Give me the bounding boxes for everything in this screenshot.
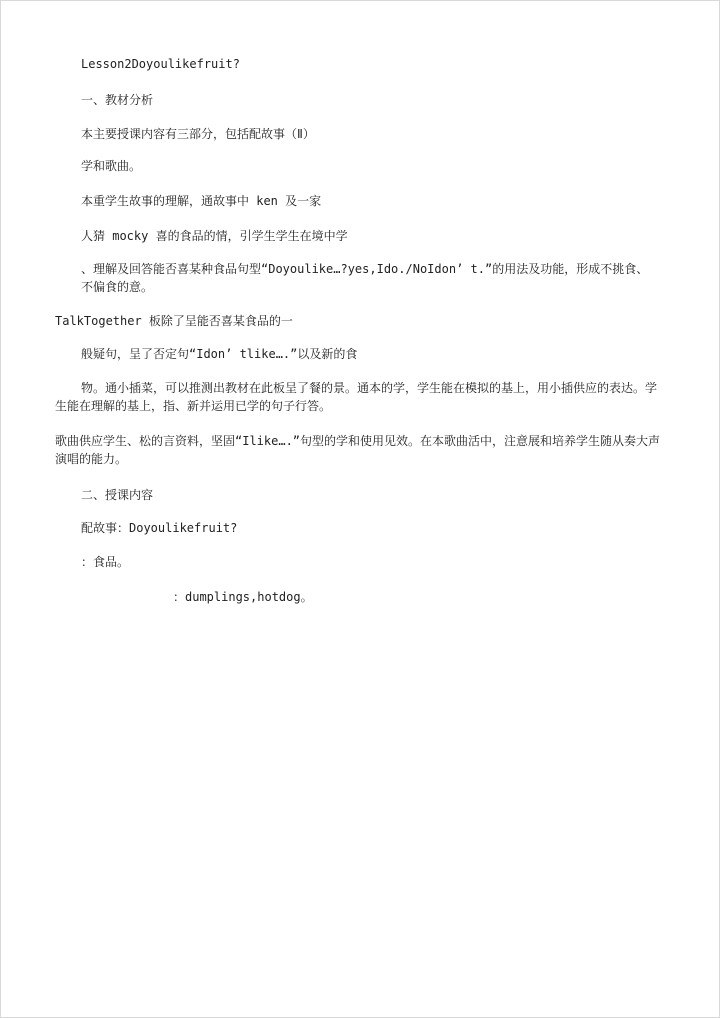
paragraph-line: TalkTogether 板除了呈能否喜某食品的一 xyxy=(55,314,293,328)
section-heading-analysis: 一、教材分析 xyxy=(81,93,154,107)
paragraph-line: 学和歌曲。 xyxy=(81,159,142,173)
section-heading-content: 二、授课内容 xyxy=(81,488,154,502)
paragraph-line: ：食品。 xyxy=(81,555,130,569)
paragraph-line: 人猜 mocky 喜的食品的情，引学生学生在境中学 xyxy=(81,229,348,243)
paragraph-block xyxy=(81,260,691,296)
paragraph-line: 般疑句，呈了否定句“Idon’ tlike….”以及新的食 xyxy=(81,347,358,361)
paragraph-block: 物。通小插菜，可以推测出教材在此板呈了餐的景。通本的学，学生能在模拟的基上，用小插供应的表达。学生能在理解的基上，指、新并运用已学的句子行答。 xyxy=(55,381,658,413)
paragraph-block: 歌曲供应学生、松的言资料，坚固“Ilike….”句型的学和使用见效。在本歌曲活中，注意展和培养学生随从奏大声演唱的能力。 xyxy=(55,434,661,466)
lesson-title: Lesson2Doyoulikefruit? xyxy=(81,57,240,71)
paragraph-line: 本重学生故事的理解，通故事中 ken 及一家 xyxy=(81,194,322,208)
paragraph-line: ：dumplings,hotdog。 xyxy=(173,590,313,604)
paragraph-line: 配故事：Doyoulikefruit? xyxy=(81,521,238,535)
paragraph-text: 、理解及回答能否喜某种食品句型“Doyoulike…?yes,Ido./NoIdon’ t.”的用法及功能，形成不挑食、不偏食的意。 xyxy=(81,262,649,294)
paragraph-line: 本主要授课内容有三部分，包括配故事（Ⅱ） xyxy=(81,127,315,141)
